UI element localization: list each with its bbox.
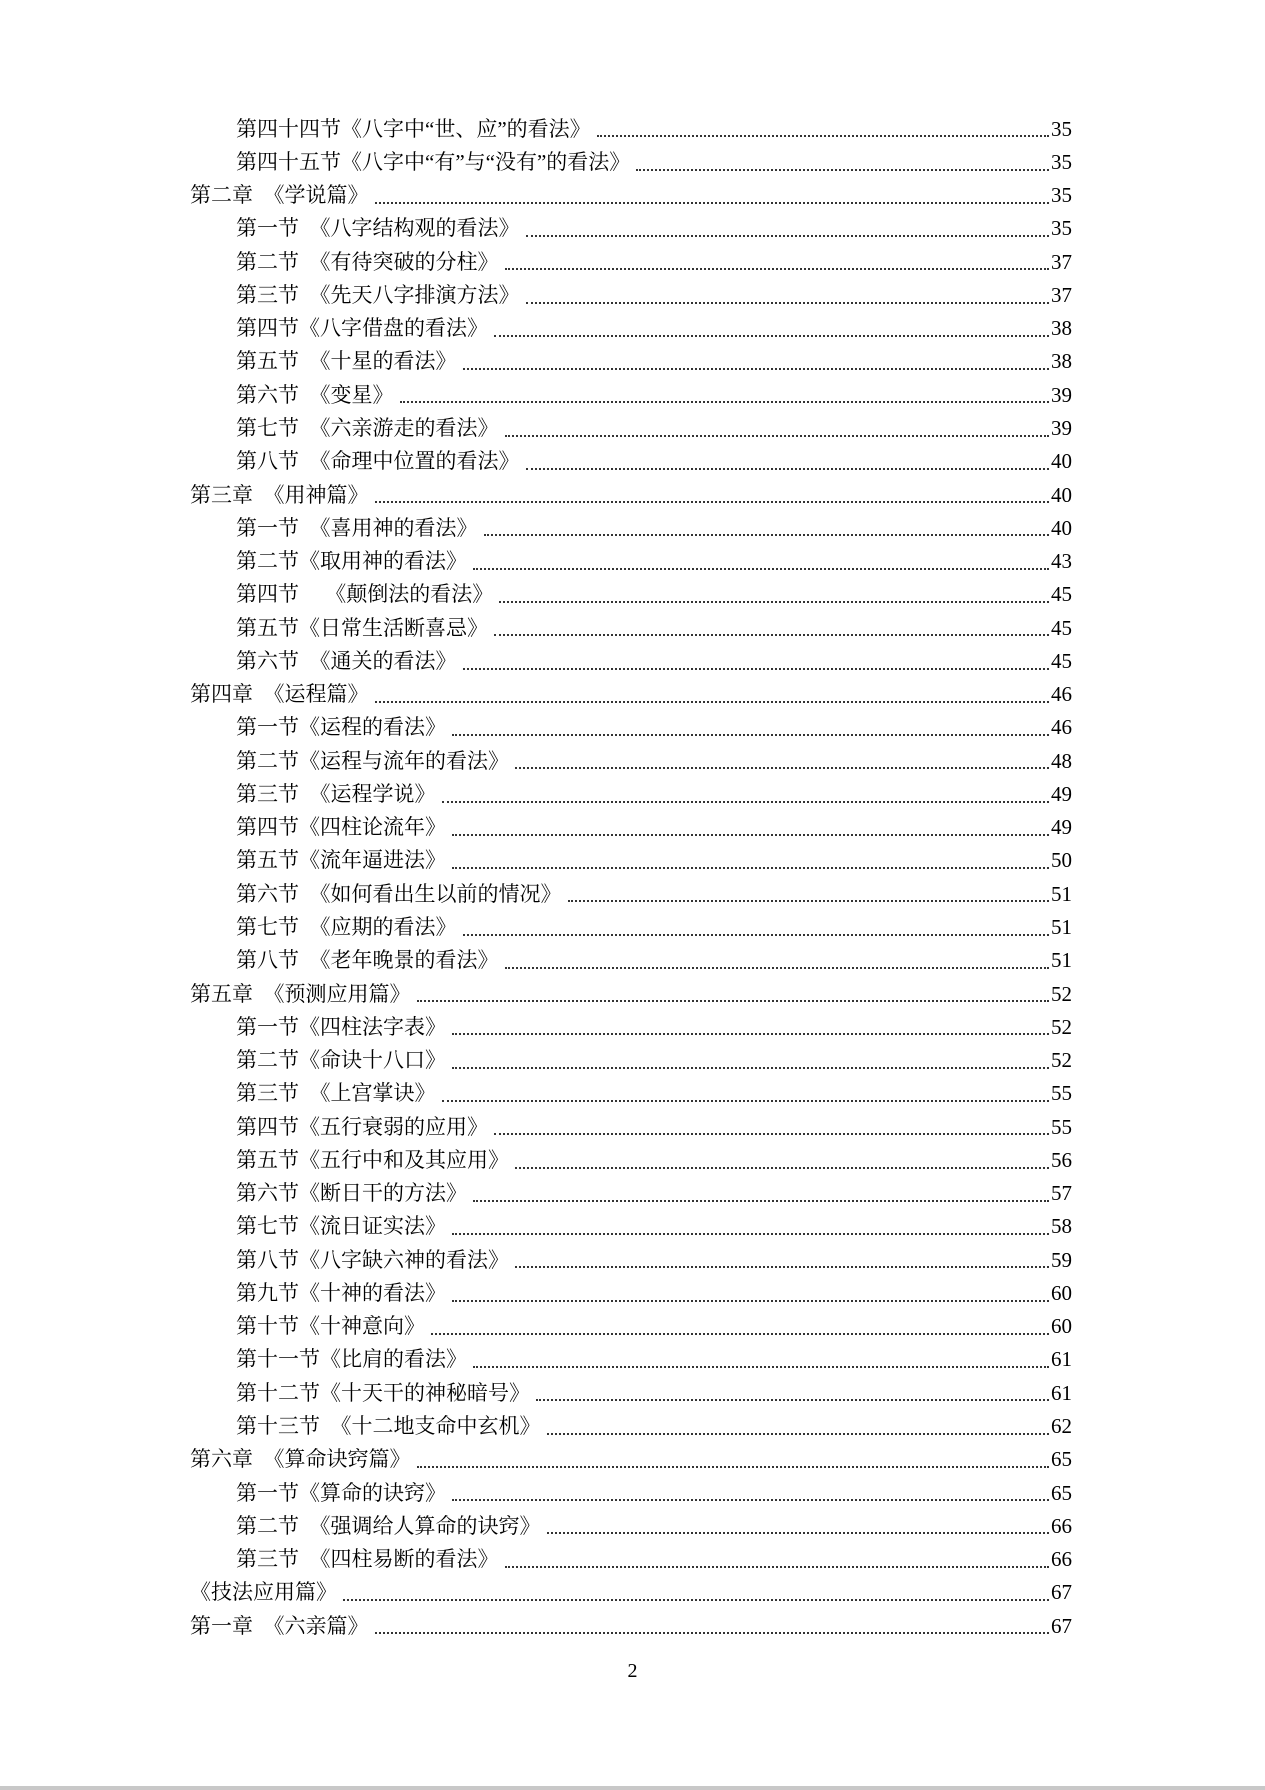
toc-entry-page: 49	[1051, 815, 1072, 840]
toc-section-entry[interactable]	[0, 1110, 1265, 1143]
toc-entry-title: 第十二节《十天干的神秘暗号》	[236, 1380, 530, 1405]
toc-entry-page: 48	[1051, 748, 1072, 773]
toc-entry-title: 第六节 《通关的看法》	[236, 648, 457, 673]
toc-section-entry[interactable]	[0, 511, 1265, 544]
toc-chapter-entry[interactable]	[0, 977, 1265, 1010]
toc-entry-title: 第五节《五行中和及其应用》	[236, 1147, 509, 1172]
toc-section-entry[interactable]	[0, 145, 1265, 178]
dot-leader	[452, 734, 1049, 736]
toc-entry-title: 第八节 《命理中位置的看法》	[236, 449, 520, 474]
toc-entry-page: 45	[1051, 648, 1072, 673]
toc-section-entry[interactable]	[0, 212, 1265, 245]
toc-entry-title: 第二章 《学说篇》	[190, 183, 369, 208]
toc-entry-page: 60	[1051, 1280, 1072, 1305]
toc-section-entry[interactable]	[0, 312, 1265, 345]
dot-leader	[494, 634, 1049, 636]
toc-entry-title: 第一章 《六亲篇》	[190, 1613, 369, 1638]
toc-entry-page: 37	[1051, 282, 1072, 307]
toc-entry-title: 第一节《四柱法字表》	[236, 1014, 446, 1039]
toc-entry-title: 第六章 《算命诀窍篇》	[190, 1447, 411, 1472]
dot-leader	[568, 900, 1050, 902]
dot-leader	[473, 1366, 1049, 1368]
toc-entry-page: 67	[1051, 1580, 1072, 1605]
toc-entry-title: 第三节 《运程学说》	[236, 781, 436, 806]
toc-entry-page: 39	[1051, 382, 1072, 407]
toc-entry-title: 第二节 《有待突破的分柱》	[236, 249, 499, 274]
toc-entry-page: 35	[1051, 216, 1072, 241]
dot-leader	[526, 235, 1050, 237]
dot-leader	[452, 1499, 1049, 1501]
toc-section-entry[interactable]	[0, 1310, 1265, 1343]
toc-entry-title: 第六节 《如何看出生以前的情况》	[236, 881, 562, 906]
toc-entry-page: 46	[1051, 715, 1072, 740]
toc-entry-page: 52	[1051, 1014, 1072, 1039]
toc-entry-title: 第四十五节《八字中“有”与“没有”的看法》	[236, 149, 631, 174]
toc-section-entry[interactable]	[0, 1276, 1265, 1309]
toc-entry-page: 45	[1051, 582, 1072, 607]
toc-section-entry[interactable]	[0, 1542, 1265, 1575]
toc-entry-title: 第一节 《八字结构观的看法》	[236, 216, 520, 241]
toc-entry-page: 55	[1051, 1081, 1072, 1106]
toc-entry-page: 49	[1051, 781, 1072, 806]
toc-entry-page: 65	[1051, 1480, 1072, 1505]
toc-entry-title: 第七节 《应期的看法》	[236, 915, 457, 939]
toc-section-entry[interactable]	[0, 112, 1265, 145]
toc-chapter-entry[interactable]	[0, 678, 1265, 711]
toc-entry-page: 65	[1051, 1447, 1072, 1472]
dot-leader	[597, 135, 1049, 137]
dot-leader	[375, 501, 1050, 503]
toc-entry-title: 第四十四节《八字中“世、应”的看法》	[236, 116, 591, 141]
toc-entry-page: 52	[1051, 981, 1072, 1006]
toc-section-entry[interactable]	[0, 578, 1265, 611]
toc-entry-title: 第四节《八字借盘的看法》	[236, 316, 488, 341]
toc-entry-title: 第五节 《十星的看法》	[236, 349, 457, 374]
dot-leader	[484, 534, 1050, 536]
toc-section-entry[interactable]	[0, 411, 1265, 444]
toc-chapter-entry[interactable]	[0, 1443, 1265, 1476]
toc-entry-page: 52	[1051, 1048, 1072, 1073]
toc-entry-page: 51	[1051, 881, 1072, 906]
toc-section-entry[interactable]	[0, 744, 1265, 777]
dot-leader	[452, 1067, 1049, 1069]
dot-leader	[417, 1466, 1050, 1468]
toc-entry-title: 第七节《流日证实法》	[236, 1214, 446, 1239]
toc-entry-page: 56	[1051, 1147, 1072, 1172]
toc-section-entry[interactable]	[0, 811, 1265, 844]
toc-entry-page: 51	[1051, 915, 1072, 939]
toc-entry-page: 57	[1051, 1181, 1072, 1206]
toc-entry-title: 第四节 《颠倒法的看法》	[236, 582, 494, 607]
toc-section-entry[interactable]	[0, 1343, 1265, 1376]
toc-section-entry[interactable]	[0, 844, 1265, 877]
toc-entry-page: 40	[1051, 515, 1072, 540]
dot-leader	[463, 934, 1050, 936]
toc-section-entry[interactable]	[0, 611, 1265, 644]
toc-section-entry[interactable]	[0, 910, 1265, 943]
toc-entry-title: 第八节《八字缺六神的看法》	[236, 1247, 509, 1272]
toc-entry-title: 第三节 《四柱易断的看法》	[236, 1547, 499, 1572]
toc-section-entry[interactable]	[0, 278, 1265, 311]
toc-section-entry[interactable]	[0, 445, 1265, 478]
toc-entry-page: 61	[1051, 1347, 1072, 1372]
dot-leader	[452, 867, 1049, 869]
toc-entry-page: 59	[1051, 1247, 1072, 1272]
page-number: 2	[627, 1660, 638, 1682]
toc-chapter-entry[interactable]	[0, 1609, 1265, 1642]
dot-leader	[505, 967, 1050, 969]
dot-leader	[547, 1433, 1050, 1435]
dot-leader	[442, 801, 1050, 803]
toc-chapter-entry[interactable]	[0, 1576, 1265, 1609]
toc-entry-title: 《技法应用篇》	[190, 1580, 337, 1605]
toc-entry-title: 第五节《日常生活断喜忌》	[236, 615, 488, 640]
toc-section-entry[interactable]	[0, 644, 1265, 677]
toc-entry-page: 38	[1051, 316, 1072, 341]
toc-entry-title: 第三节 《先天八字排演方法》	[236, 282, 520, 307]
dot-leader	[515, 1167, 1049, 1169]
dot-leader	[400, 401, 1050, 403]
dot-leader	[417, 1000, 1050, 1002]
toc-entry-title: 第八节 《老年晚景的看法》	[236, 948, 499, 973]
toc-entry-page: 61	[1051, 1380, 1072, 1405]
toc-entry-title: 第四章 《运程篇》	[190, 682, 369, 707]
dot-leader	[452, 1033, 1049, 1035]
toc-entry-page: 58	[1051, 1214, 1072, 1239]
toc-section-entry[interactable]	[0, 1476, 1265, 1509]
toc-entry-page: 67	[1051, 1613, 1072, 1638]
toc-entry-page: 51	[1051, 948, 1072, 973]
dot-leader	[494, 1133, 1049, 1135]
dot-leader	[526, 302, 1050, 304]
toc-section-entry[interactable]	[0, 777, 1265, 810]
dot-leader	[431, 1333, 1049, 1335]
toc-entry-title: 第六节《断日干的方法》	[236, 1181, 467, 1206]
toc-entry-page: 55	[1051, 1114, 1072, 1139]
dot-leader	[494, 335, 1049, 337]
toc-entry-page: 50	[1051, 848, 1072, 873]
toc-entry-page: 66	[1051, 1547, 1072, 1572]
toc-entry-page: 43	[1051, 549, 1072, 574]
dot-leader	[452, 1233, 1049, 1235]
toc-entry-title: 第四节《四柱论流年》	[236, 815, 446, 840]
toc-section-entry[interactable]	[0, 1243, 1265, 1276]
toc-entry-title: 第四节《五行衰弱的应用》	[236, 1114, 488, 1139]
toc-entry-title: 第九节《十神的看法》	[236, 1280, 446, 1305]
toc-section-entry[interactable]	[0, 544, 1265, 577]
toc-section-entry[interactable]	[0, 877, 1265, 910]
dot-leader	[463, 668, 1050, 670]
dot-leader	[505, 435, 1050, 437]
toc-entry-title: 第一节《运程的看法》	[236, 715, 446, 740]
toc-section-entry[interactable]	[0, 1143, 1265, 1176]
dot-leader	[536, 1399, 1049, 1401]
toc-section-entry[interactable]	[0, 1409, 1265, 1442]
toc-entry-page: 40	[1051, 449, 1072, 474]
toc-entry-title: 第七节 《六亲游走的看法》	[236, 416, 499, 441]
dot-leader	[505, 1566, 1050, 1568]
toc-section-entry[interactable]	[0, 1077, 1265, 1110]
toc-section-entry[interactable]	[0, 1210, 1265, 1243]
toc-entry-title: 第十一节《比肩的看法》	[236, 1347, 467, 1372]
toc-section-entry[interactable]	[0, 1376, 1265, 1409]
dot-leader	[463, 368, 1050, 370]
toc-entry-title: 第十三节 《十二地支命中玄机》	[236, 1413, 541, 1438]
toc-entry-title: 第二节 《强调给人算命的诀窍》	[236, 1513, 541, 1538]
dot-leader	[452, 834, 1049, 836]
toc-section-entry[interactable]	[0, 1043, 1265, 1076]
toc-entry-title: 第二节《命诀十八口》	[236, 1048, 446, 1073]
toc-entry-page: 35	[1051, 149, 1072, 174]
toc-section-entry[interactable]	[0, 378, 1265, 411]
dot-leader	[473, 1200, 1049, 1202]
toc-entry-title: 第一节 《喜用神的看法》	[236, 515, 478, 540]
dot-leader	[442, 1100, 1050, 1102]
dot-leader	[343, 1599, 1049, 1601]
toc-entry-page: 60	[1051, 1314, 1072, 1339]
toc-entry-title: 第二节《取用神的看法》	[236, 549, 467, 574]
toc-entry-title: 第三章 《用神篇》	[190, 482, 369, 507]
dot-leader	[526, 468, 1050, 470]
toc-entry-title: 第五节《流年逼进法》	[236, 848, 446, 873]
toc-entry-page: 62	[1051, 1413, 1072, 1438]
toc-entry-title: 第十节《十神意向》	[236, 1314, 425, 1339]
toc-chapter-entry[interactable]	[0, 478, 1265, 511]
toc-entry-page: 37	[1051, 249, 1072, 274]
dot-leader	[375, 202, 1050, 204]
toc-section-entry[interactable]	[0, 1177, 1265, 1210]
toc-entry-title: 第二节《运程与流年的看法》	[236, 748, 509, 773]
toc-section-entry[interactable]	[0, 944, 1265, 977]
dot-leader	[515, 1266, 1049, 1268]
toc-chapter-entry[interactable]	[0, 179, 1265, 212]
toc-section-entry[interactable]	[0, 345, 1265, 378]
toc-entry-title: 第三节 《上宫掌诀》	[236, 1081, 436, 1106]
toc-entry-title: 第一节《算命的诀窍》	[236, 1480, 446, 1505]
toc-section-entry[interactable]	[0, 1509, 1265, 1542]
table-of-contents	[0, 112, 1265, 1642]
dot-leader	[505, 268, 1050, 270]
page-bottom-edge	[0, 1786, 1265, 1790]
toc-section-entry[interactable]	[0, 245, 1265, 278]
toc-entry-page: 39	[1051, 416, 1072, 441]
dot-leader	[636, 169, 1049, 171]
dot-leader	[515, 767, 1049, 769]
toc-entry-title: 第六节 《变星》	[236, 382, 394, 407]
toc-entry-title: 第五章 《预测应用篇》	[190, 981, 411, 1006]
toc-entry-page: 38	[1051, 349, 1072, 374]
toc-section-entry[interactable]	[0, 1010, 1265, 1043]
dot-leader	[375, 701, 1050, 703]
dot-leader	[547, 1532, 1050, 1534]
dot-leader	[499, 601, 1049, 603]
toc-section-entry[interactable]	[0, 711, 1265, 744]
toc-entry-page: 45	[1051, 615, 1072, 640]
dot-leader	[452, 1300, 1049, 1302]
toc-entry-page: 35	[1051, 116, 1072, 141]
toc-entry-page: 46	[1051, 682, 1072, 707]
toc-entry-page: 66	[1051, 1513, 1072, 1538]
dot-leader	[375, 1632, 1050, 1634]
toc-entry-page: 35	[1051, 183, 1072, 208]
toc-entry-page: 40	[1051, 482, 1072, 507]
dot-leader	[473, 568, 1049, 570]
